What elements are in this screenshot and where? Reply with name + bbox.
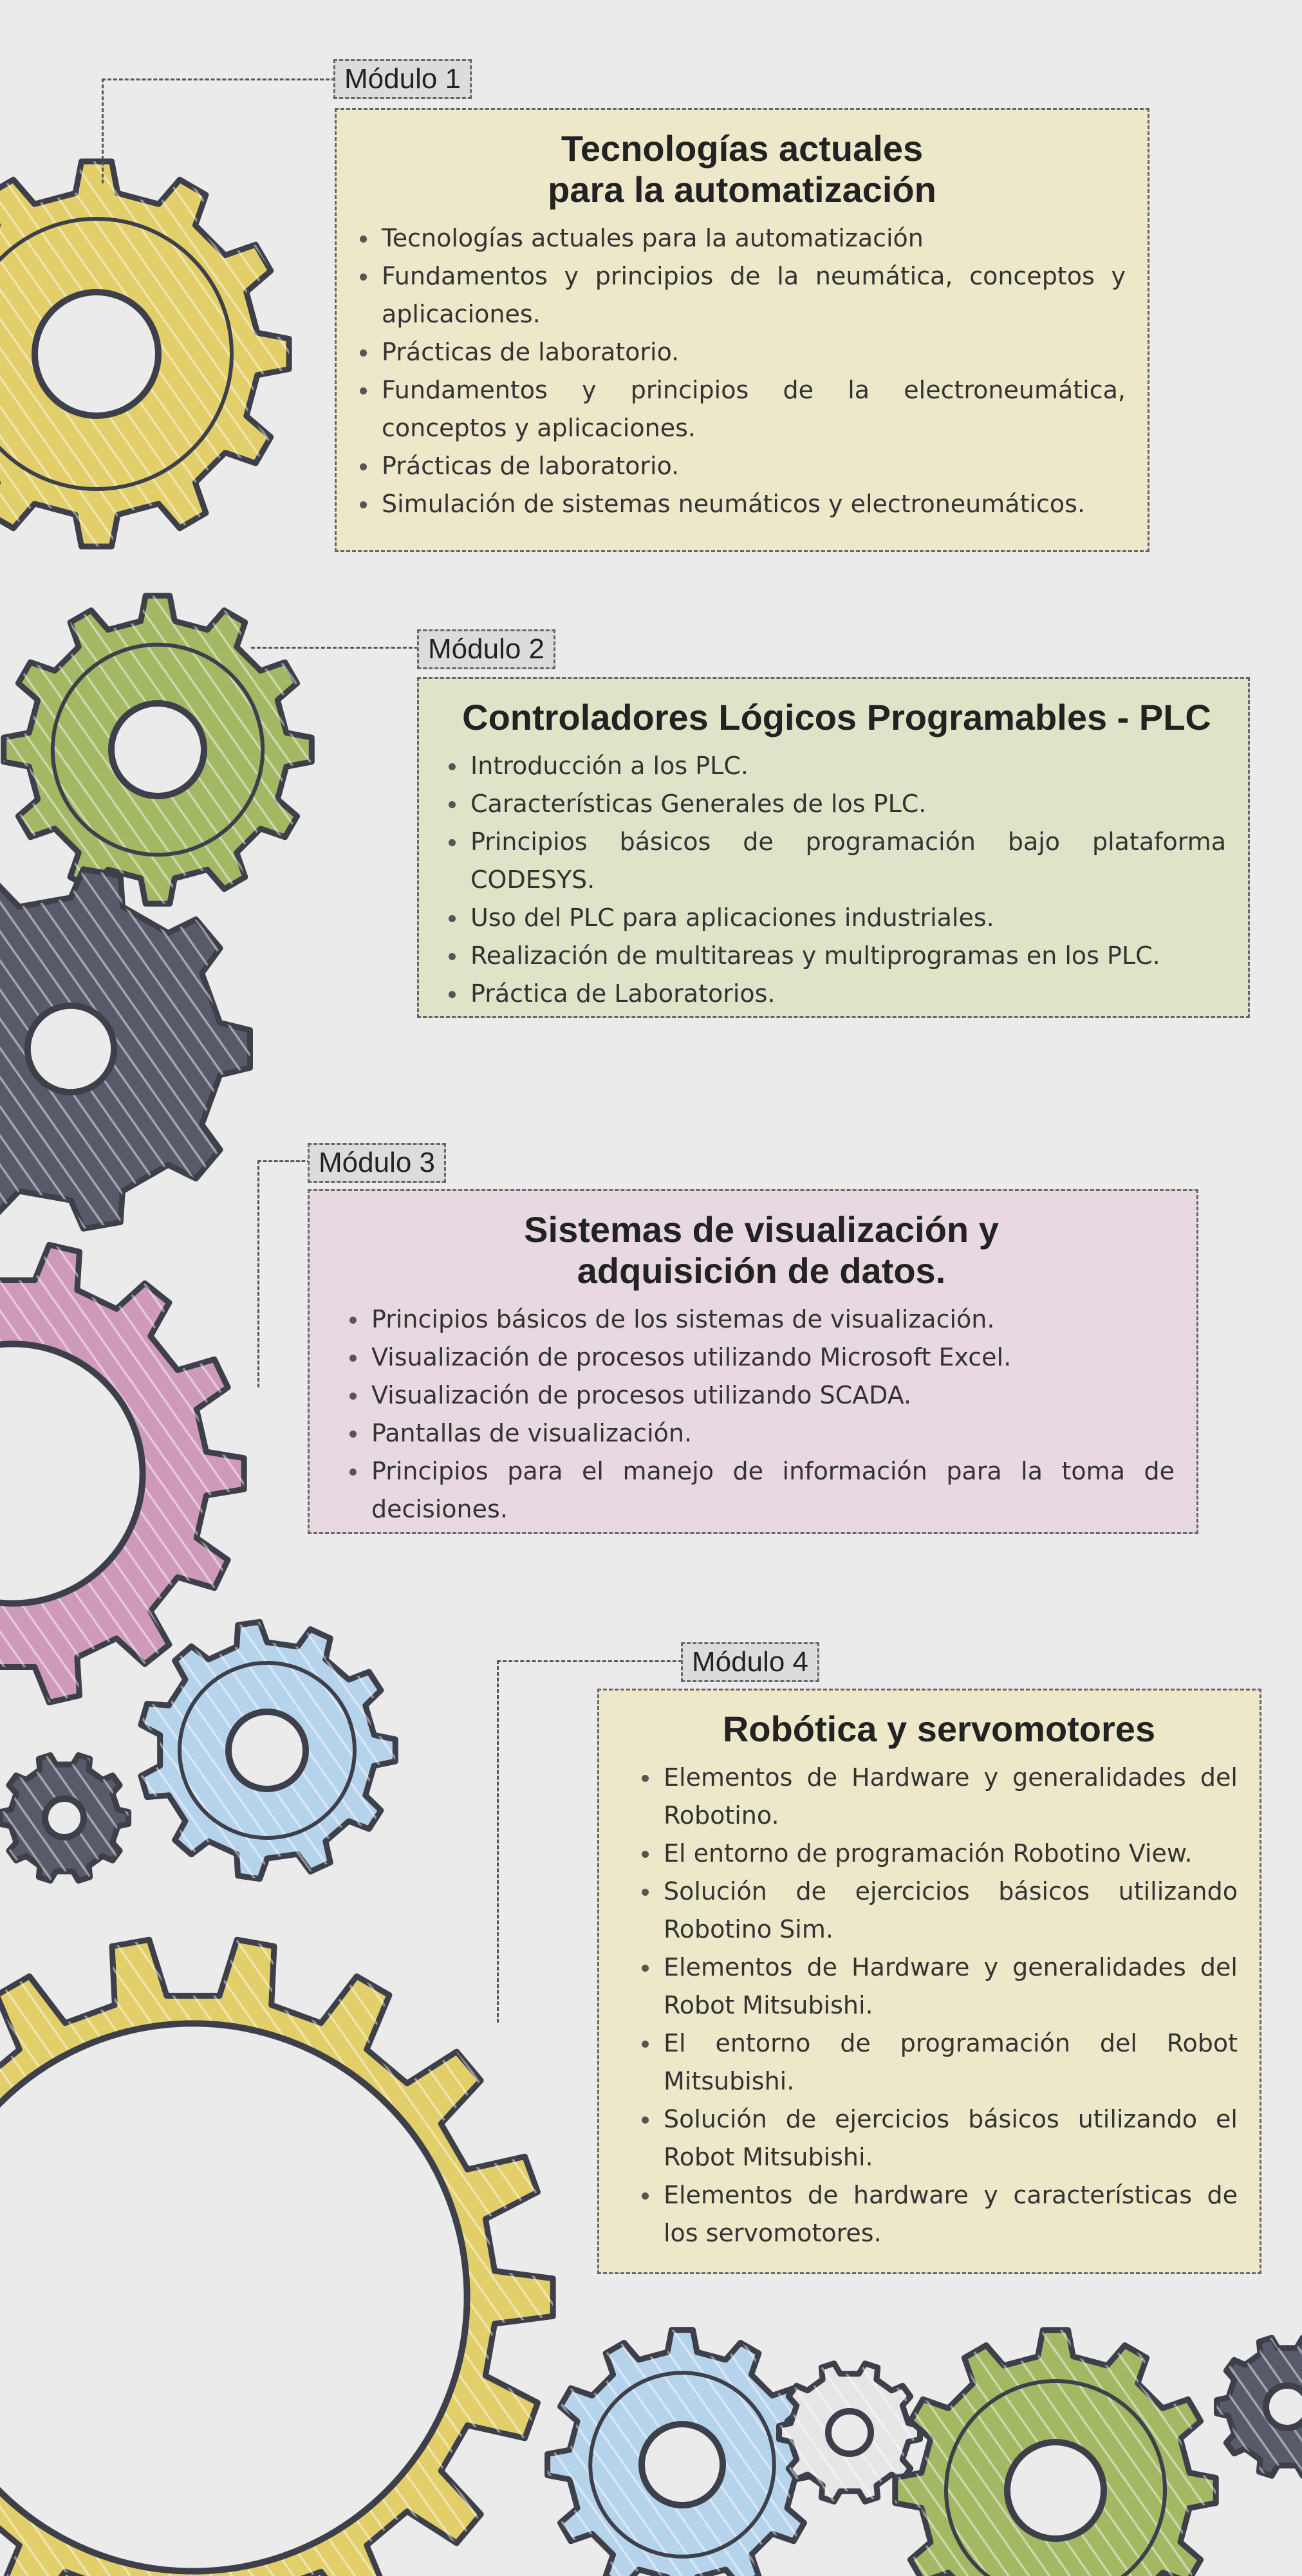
list-item: Elementos de Hardware y generalidades del Robot Mitsubishi. <box>664 1949 1238 2025</box>
pink-gear-icon <box>0 1245 244 1702</box>
list-item: Introducción a los PLC. <box>470 747 1226 785</box>
module-2-title <box>447 697 1226 738</box>
list-item: Uso del PLC para aplicaciones industriales. <box>470 899 1226 937</box>
module-1-card <box>335 108 1149 552</box>
yellow-gear-icon <box>0 162 289 546</box>
list-item: Simulación de sistemas neumáticos y electroneumáticos. <box>382 485 1126 523</box>
dark-gear-icon <box>0 869 250 1229</box>
list-item: El entorno de programación del Robot Mitsubishi. <box>664 2025 1238 2100</box>
module-2-tag: Módulo 2 <box>417 629 555 669</box>
list-item: Pantallas de visualización. <box>371 1414 1175 1452</box>
module-3-title-line2: adquisición de datos. <box>577 1250 946 1291</box>
small-dark-gear-icon <box>0 1755 128 1880</box>
large-yellow-gear-icon <box>0 1940 553 2576</box>
list-item: Solución de ejercicios básicos utilizando el Robot Mitsubishi. <box>664 2100 1238 2176</box>
module-2-title-line1: Controladores Lógicos Programables - PLC <box>462 697 1211 737</box>
list-item: Realización de multitareas y multiprogramas en los PLC. <box>470 937 1226 975</box>
module-4-card <box>597 1689 1261 2274</box>
module-4-tag: Módulo 4 <box>681 1642 819 1682</box>
module-4-title-line1: Robótica y servomotores <box>722 1709 1156 1749</box>
connector-line <box>251 647 418 649</box>
list-item: Principios básicos de programación bajo plataforma CODESYS. <box>470 823 1226 899</box>
module-3-card <box>308 1189 1198 1534</box>
module-1-title <box>358 128 1126 210</box>
connector-line <box>102 79 335 183</box>
list-item: Prácticas de laboratorio. <box>382 447 1126 485</box>
list-item: Solución de ejercicios básicos utilizando Robotino Sim. <box>664 1873 1238 1949</box>
module-3-topic-list <box>348 1301 1175 1528</box>
list-item: Visualización de procesos utilizando Microsoft Excel. <box>371 1339 1175 1376</box>
list-item: Práctica de Laboratorios. <box>470 975 1226 1013</box>
list-item: Visualización de procesos utilizando SCADA. <box>371 1376 1175 1414</box>
connector-line <box>257 1160 311 1387</box>
module-1-title-line1: Tecnologías actuales <box>561 128 924 169</box>
module-3-title <box>348 1209 1175 1292</box>
list-item: Principios básicos de los sistemas de visualización. <box>371 1301 1175 1339</box>
list-item: Tecnologías actuales para la automatización <box>382 219 1126 257</box>
list-item: Elementos de Hardware y generalidades del Robotino. <box>664 1759 1238 1835</box>
module-4-topic-list <box>640 1759 1238 2252</box>
module-2-topic-list <box>447 747 1226 1013</box>
list-item: Elementos de hardware y características de los servomotores. <box>664 2176 1238 2252</box>
list-item: Prácticas de laboratorio. <box>382 333 1126 371</box>
green-gear-icon <box>4 596 312 904</box>
list-item: Fundamentos y principios de la neumática, conceptos y aplicaciones. <box>382 257 1126 333</box>
module-3-title-line1: Sistemas de visualización y <box>524 1209 999 1250</box>
module-4-title <box>640 1709 1238 1750</box>
list-item: Principios para el manejo de información para la toma de decisiones. <box>371 1452 1175 1528</box>
bottom-blue-gear-icon <box>548 2330 817 2576</box>
module-1-topic-list <box>358 219 1126 523</box>
list-item: Fundamentos y principios de la electroneumática, conceptos y aplicaciones. <box>382 371 1126 447</box>
module-1-tag: Módulo 1 <box>333 59 472 99</box>
corner-gear-icon <box>1217 2338 1302 2476</box>
blue-gear-icon <box>141 1622 395 1878</box>
module-1-title-line2: para la automatización <box>548 169 936 210</box>
module-3-tag: Módulo 3 <box>308 1143 446 1183</box>
bottom-green-gear-icon <box>895 2330 1216 2576</box>
module-2-card <box>417 677 1250 1018</box>
list-item: Características Generales de los PLC. <box>470 785 1226 823</box>
list-item: El entorno de programación Robotino View. <box>664 1835 1238 1873</box>
